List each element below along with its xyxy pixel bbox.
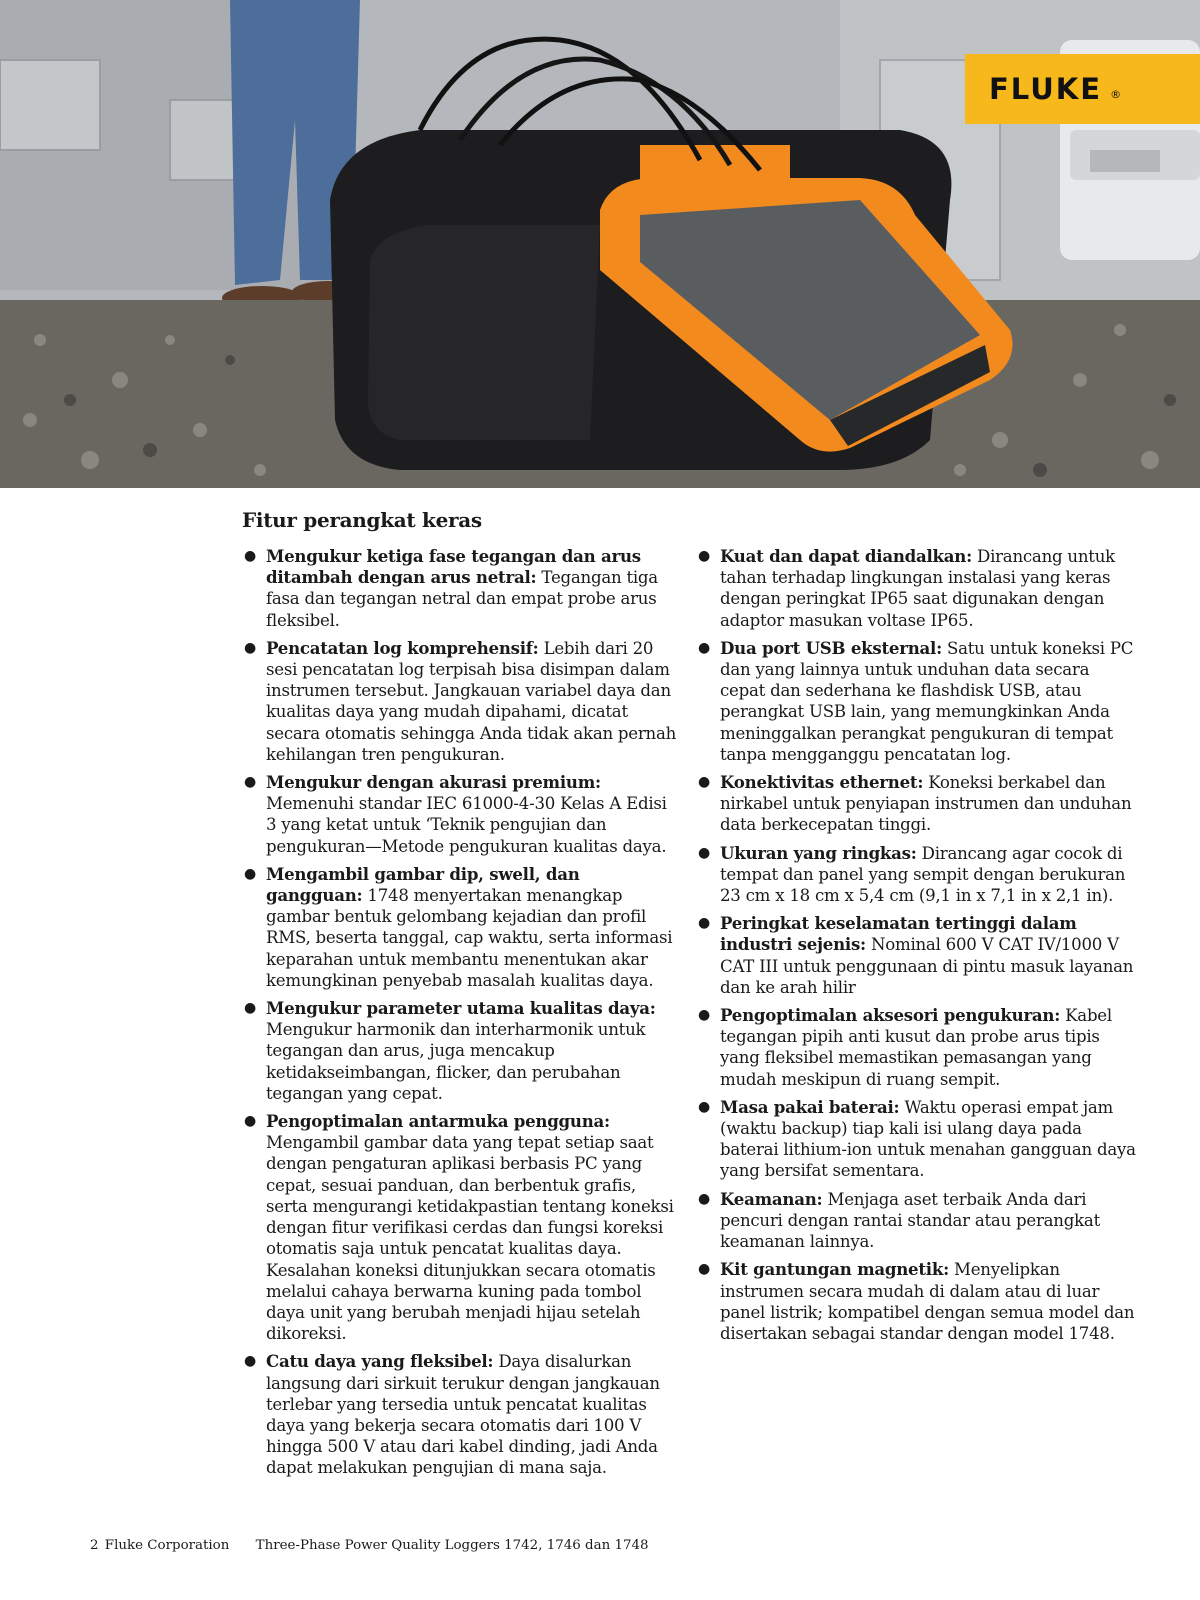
footer-company: Fluke Corporation [104, 1538, 230, 1553]
feature-item [242, 638, 678, 765]
feature-lead: Konektivitas ethernet: [720, 772, 924, 793]
feature-item [696, 1097, 1136, 1182]
feature-text: Mengukur harmonik dan interharmonik untuk tegangan dan arus, juga mencakup ketidakseimbangan, flicker, dan perubahan tegangan yang cepat. [266, 1020, 646, 1103]
feature-lead: Pengoptimalan antarmuka pengguna: [266, 1111, 610, 1132]
bullet-icon: ● [698, 915, 710, 932]
feature-lead: Peringkat keselamatan tertinggi dalam industri sejenis: [720, 913, 1077, 955]
feature-text: Mengambil gambar data yang tepat setiap saat dengan pengaturan aplikasi berbasis PC yang cepat, sesuai panduan, dan berbentuk grafis, serta mengurangi ketidakpastian tentang koneksi dengan fitur verifikasi cerdas dan fungsi koreksi otomatis saja untuk pencatat kualitas daya. Kesalahan koneksi ditunjukkan secara otomatis melalui cahaya berwarna kuning pada tombol daya unit yang berubah menjadi hijau setelah dikoreksi. [266, 1133, 674, 1344]
bullet-icon: ● [244, 639, 256, 656]
feature-lead: Pencatatan log komprehensif: [266, 637, 539, 658]
feature-text: Tegangan tiga fasa dan tegangan netral dan empat probe arus fleksibel. [266, 568, 658, 630]
feature-lead: Pengoptimalan aksesori pengukuran: [720, 1005, 1061, 1026]
footer-doc-title: Three-Phase Power Quality Loggers 1742, 1746 dan 1748 [255, 1538, 649, 1553]
bullet-icon: ● [698, 1190, 710, 1207]
feature-text: Satu untuk koneksi PC dan yang lainnya untuk unduhan data secara cepat dan sederhana ke flashdisk USB, atau perangkat USB lain, yang memungkinkan Anda meninggalkan perangkat pengukuran di tempat tanpa mengganggu pencatatan log. [720, 638, 1134, 764]
bullet-icon: ● [698, 1007, 710, 1024]
feature-text: Koneksi berkabel dan nirkabel untuk penyiapan instrumen dan unduhan data berkecepatan tinggi. [720, 773, 1132, 835]
feature-text: Waktu operasi empat jam (waktu backup) tiap kali isi ulang daya pada baterai lithium-ion untuk menahan gangguan daya yang bersifat sementara. [720, 1097, 1136, 1181]
feature-lead: Dua port USB eksternal: [720, 637, 942, 658]
feature-item [242, 546, 678, 631]
feature-item [696, 843, 1136, 907]
feature-item [696, 772, 1136, 836]
feature-text: Nominal 600 V CAT IV/1000 V CAT III untuk penggunaan di pintu masuk layanan dan ke arah hilir [720, 935, 1134, 997]
bullet-icon: ● [698, 1098, 710, 1115]
page-number: 2 [90, 1538, 99, 1553]
bullet-icon: ● [698, 1261, 710, 1278]
feature-item [696, 913, 1136, 998]
feature-item [696, 638, 1136, 765]
section-title: Fitur perangkat keras [242, 508, 482, 532]
hero-photo [0, 0, 1200, 488]
feature-item [242, 1351, 678, 1478]
feature-lead: Keamanan: [720, 1188, 823, 1209]
feature-item [696, 1005, 1136, 1090]
feature-item [696, 546, 1136, 631]
feature-lead: Mengukur parameter utama kualitas daya: [266, 998, 656, 1019]
feature-text: 1748 menyertakan menangkap gambar bentuk gelombang kejadian dan profil RMS, beserta tanggal, cap waktu, serta informasi keparahan untuk membantu menentukan akar kemungkinan penyebab masalah kualitas daya. [266, 886, 673, 990]
bullet-icon: ● [244, 774, 256, 791]
bullet-icon: ● [244, 548, 256, 564]
bullet-icon: ● [244, 1000, 256, 1017]
feature-lead: Catu daya yang fleksibel: [266, 1351, 494, 1372]
features-right-list [696, 546, 1136, 1351]
feature-lead: Kuat dan dapat diandalkan: [720, 546, 972, 566]
feature-text: Dirancang agar cocok di tempat dan panel yang sempit dengan berukuran 23 cm x 18 cm x 5,4 cm (9,1 in x 7,1 in x 2,1 in). [720, 843, 1126, 906]
feature-item [696, 1259, 1136, 1344]
registered-mark: ® [1110, 87, 1122, 101]
feature-lead: Mengukur dengan akurasi premium: [266, 772, 601, 793]
feature-lead: Mengukur ketiga fase tegangan dan arus ditambah dengan arus netral: [266, 546, 641, 588]
page-footer [90, 1538, 651, 1553]
feature-item [696, 1189, 1136, 1253]
bullet-icon: ● [244, 1353, 256, 1370]
bullet-icon: ● [698, 844, 710, 861]
bullet-icon: ● [698, 774, 710, 791]
feature-text: Menjaga aset terbaik Anda dari pencuri dengan rantai standar atau perangkat keamanan lainnya. [720, 1189, 1100, 1252]
feature-lead: Masa pakai baterai: [720, 1096, 900, 1117]
feature-item [242, 772, 678, 857]
fluke-logo-text: FLUKE [989, 72, 1103, 106]
bullet-icon: ● [244, 1113, 256, 1130]
feature-item [242, 864, 678, 991]
feature-text: Kabel tegangan pipih anti kusut dan probe arus tipis yang fleksibel memastikan pemasangan yang mudah meskipun di ruang sempit. [720, 1006, 1112, 1089]
feature-lead: Ukuran yang ringkas: [720, 842, 917, 863]
feature-lead: Mengambil gambar dip, swell, dan gangguan: [266, 863, 580, 906]
feature-item [242, 1111, 678, 1344]
feature-lead: Kit gantungan magnetik: [720, 1259, 949, 1280]
feature-text: Daya disalurkan langsung dari sirkuit terukur dengan jangkauan terlebar yang tersedia untuk pencatat kualitas daya yang bekerja secara otomatis dari 100 V hingga 500 V atau dari kabel dinding, jadi Anda dapat melakukan pengujian di mana saja. [266, 1352, 660, 1478]
feature-text: Lebih dari 20 sesi pencatatan log terpisah bisa disimpan dalam instrumen tersebut. Jangkauan variabel daya dan kualitas daya yang mudah dipahami, dicatat secara otomatis sehingga Anda tidak akan pernah kehilangan tren pengukuran. [266, 638, 677, 764]
bullet-icon: ● [698, 639, 710, 656]
feature-text: Dirancang untuk tahan terhadap lingkungan instalasi yang keras dengan peringkat IP65 saat digunakan dengan adaptor masukan voltase IP65. [720, 547, 1115, 630]
bullet-icon: ● [698, 548, 710, 564]
feature-text: Memenuhi standar IEC 61000-4-30 Kelas A Edisi 3 yang ketat untuk ‘Teknik pengujian dan pengukuran—Metode pengukuran kualitas daya. [266, 794, 667, 856]
features-left-list [242, 546, 678, 1486]
fluke-logo [965, 54, 1200, 124]
feature-item [242, 998, 678, 1104]
bullet-icon: ● [244, 865, 256, 882]
feature-text: Menyelipkan instrumen secara mudah di dalam atau di luar panel listrik; kompatibel dengan semua model dan disertakan sebagai standar dengan model 1748. [720, 1260, 1135, 1343]
